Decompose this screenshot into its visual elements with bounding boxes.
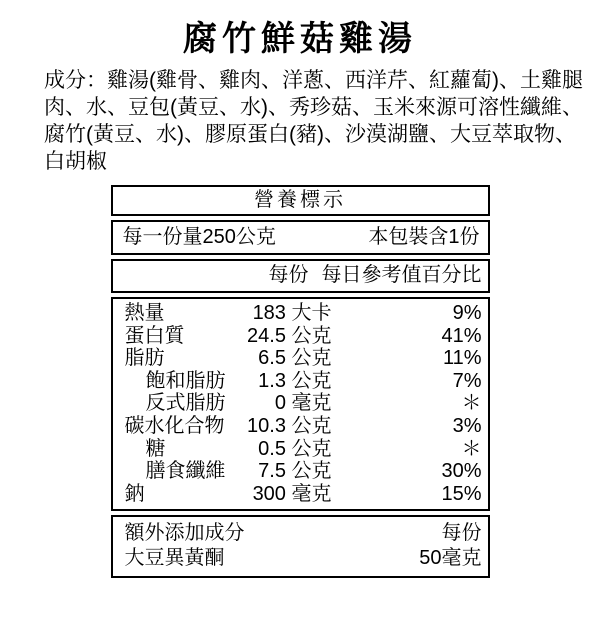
extra-header-label: 額外添加成分 — [124, 522, 245, 545]
servings-per-package: 本包裝含1份 — [368, 226, 480, 248]
nutrient-value: 300 毫克 — [252, 482, 332, 505]
nutrition-facts-label — [111, 185, 490, 578]
nutrient-row-trans-fat — [125, 392, 482, 415]
nutrient-row-calories — [125, 302, 482, 325]
nutrient-row-carbohydrate — [125, 415, 482, 438]
extra-section-header — [125, 521, 482, 546]
nutrient-name: 糖 — [145, 437, 166, 460]
nutrient-value: 183 大卡 — [252, 302, 332, 324]
nutrient-value: 0 毫克 — [274, 392, 332, 415]
ingredients-line: 成分：雞湯(雞骨、雞肉、洋蔥、西洋芹、紅蘿蔔)、土雞腿 — [44, 69, 583, 92]
nutrient-percent: 9% — [452, 302, 482, 324]
nutrient-value: 0.5 公克 — [258, 437, 332, 460]
extra-ingredient-amount: 50毫克 — [419, 547, 482, 570]
nutrient-value: 10.3 公克 — [247, 414, 332, 437]
nutrient-name: 熱量 — [124, 302, 165, 324]
nutrient-row-protein — [125, 325, 482, 348]
nutrient-row-sugar — [125, 438, 482, 461]
nutrient-value: 24.5 公克 — [247, 324, 332, 347]
nutrient-value: 6.5 公克 — [258, 347, 332, 370]
nutrient-name: 膳食纖維 — [145, 460, 226, 483]
extra-ingredient-row — [125, 546, 482, 571]
column-header-section — [111, 259, 490, 293]
extra-ingredients-section — [111, 515, 490, 578]
extra-ingredient-name: 大豆異黃酮 — [124, 547, 225, 570]
nutrient-percent: 30% — [441, 460, 482, 483]
nutrient-percent: 11% — [442, 347, 482, 370]
nutrient-row-fat — [125, 347, 482, 370]
ingredients-line: 白胡椒 — [44, 150, 107, 173]
nutrient-percent: 7% — [452, 369, 482, 392]
nutrient-rows-section — [111, 297, 490, 511]
nutrient-name: 蛋白質 — [124, 324, 185, 347]
extra-header-per-serving: 每份 — [441, 522, 482, 545]
nutrient-row-saturated-fat — [125, 370, 482, 393]
nutrient-value: 7.5 公克 — [258, 460, 332, 483]
ingredients-line: 腐竹(黃豆、水)、膠原蛋白(豬)、沙漠湖鹽、大豆萃取物、 — [44, 123, 576, 146]
product-label-page — [0, 20, 600, 620]
nutrition-label-header: 營養標示 — [111, 185, 490, 216]
ingredients-paragraph — [44, 67, 583, 175]
nutrient-percent: 15% — [441, 482, 482, 505]
nutrient-percent: 41% — [441, 324, 482, 347]
nutrient-percent: ＊ — [461, 437, 482, 460]
column-daily-value: 每日參考值百分比 — [321, 264, 482, 286]
product-title: 腐竹鮮菇雞湯 — [183, 20, 417, 58]
nutrient-row-dietary-fiber — [125, 460, 482, 483]
nutrient-name: 鈉 — [124, 482, 145, 505]
serving-info-section — [111, 220, 490, 255]
nutrient-name: 飽和脂肪 — [145, 369, 226, 392]
nutrient-percent: 3% — [452, 414, 482, 437]
nutrient-row-sodium — [125, 483, 482, 506]
ingredients-line: 肉、水、豆包(黃豆、水)、秀珍菇、玉米來源可溶性纖維、 — [44, 96, 583, 119]
nutrient-percent: ＊ — [461, 392, 482, 415]
nutrient-name: 碳水化合物 — [124, 414, 225, 437]
nutrient-name: 脂肪 — [124, 347, 165, 370]
nutrient-name: 反式脂肪 — [145, 392, 226, 415]
nutrient-value: 1.3 公克 — [258, 369, 332, 392]
column-per-serving: 每份 — [268, 264, 309, 286]
serving-size: 每一份量250公克 — [122, 226, 276, 248]
